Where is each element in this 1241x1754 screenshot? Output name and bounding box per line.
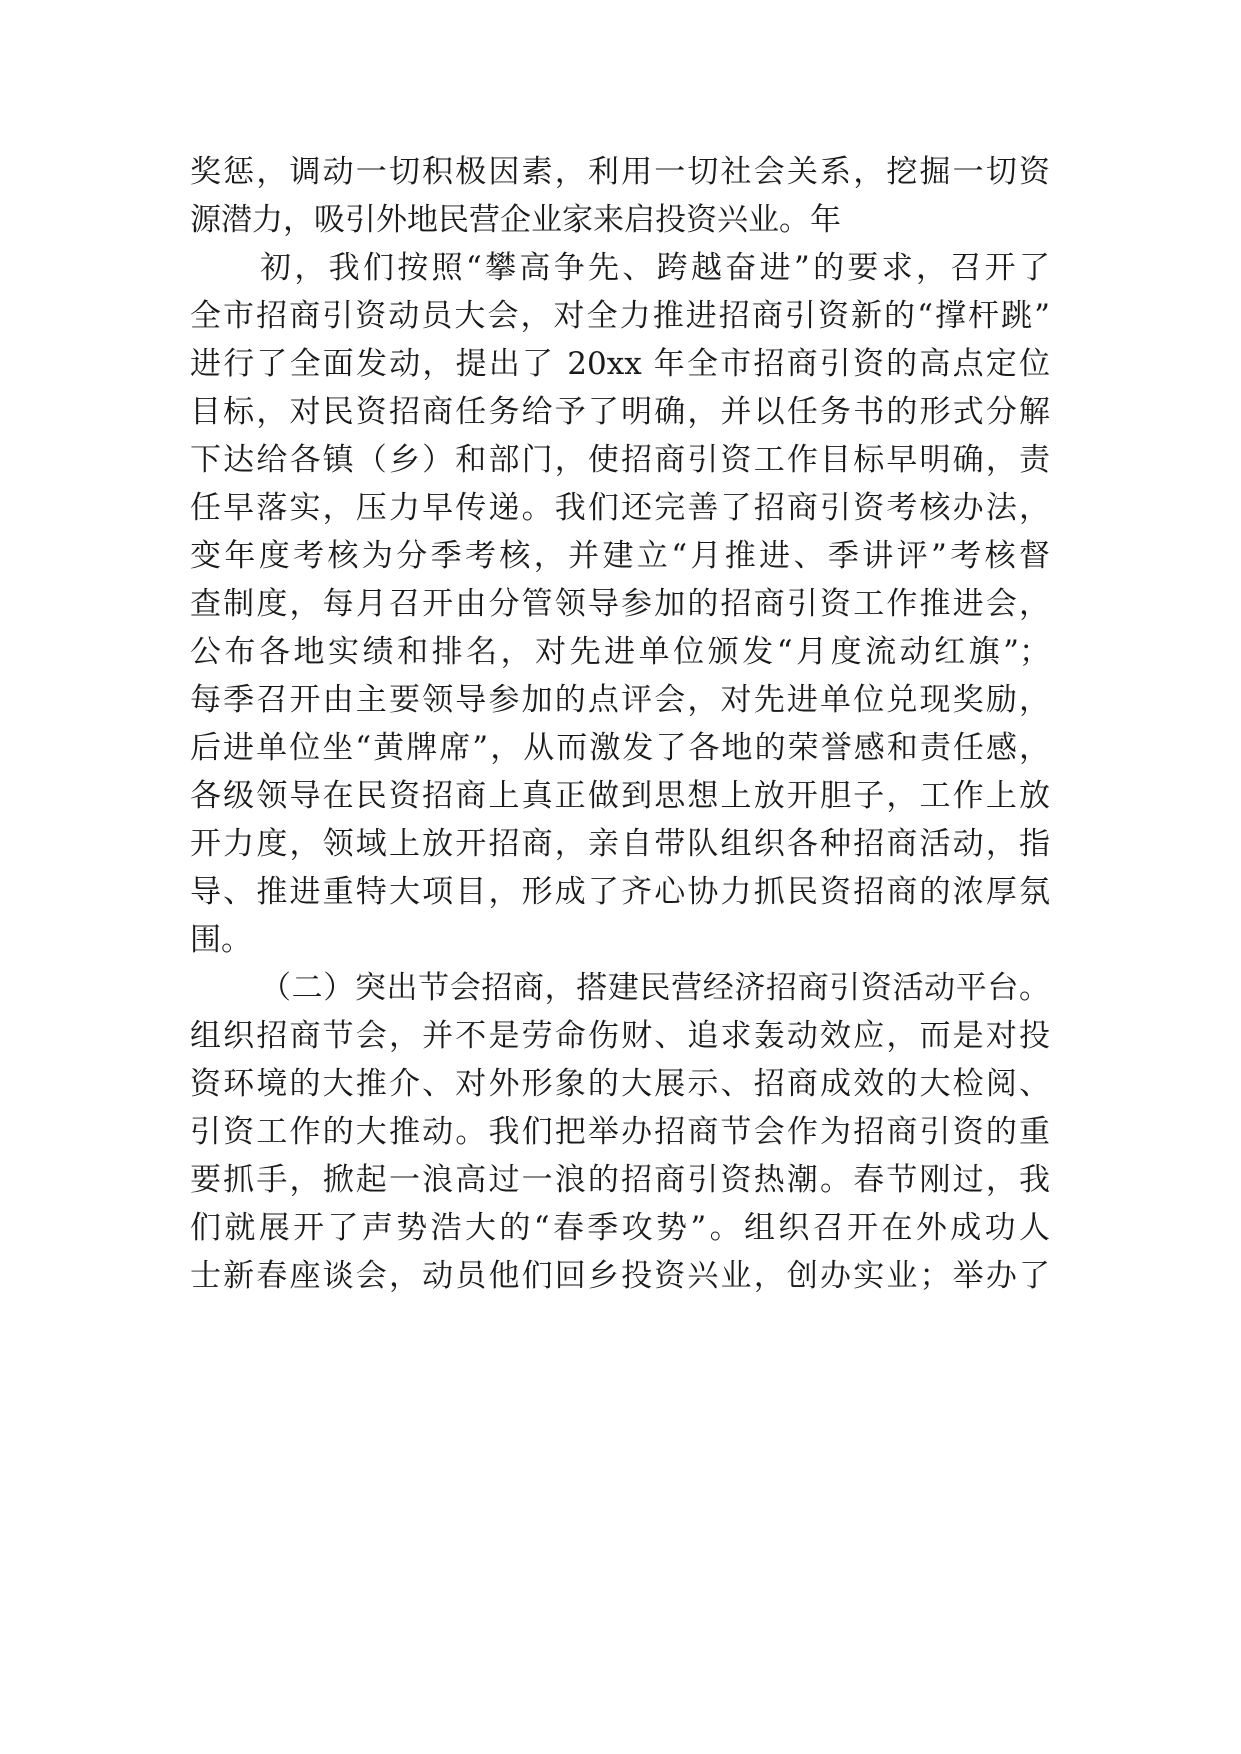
text-line: 引资工作的大推动。我们把举办招商节会作为招商引资的重 [190, 1114, 1050, 1150]
text-line: 开力度，领域上放开招商，亲自带队组织各种招商活动，指 [190, 826, 1050, 862]
text-line: 全市招商引资动员大会，对全力推进招商引资新的“撑杆跳” [190, 298, 1050, 334]
text-line: 查制度，每月召开由分管领导参加的招商引资工作推进会， [190, 586, 1050, 622]
text-line: 组织招商节会，并不是劳命伤财、追求轰动效应，而是对投 [190, 1018, 1050, 1054]
text-line: 下达给各镇（乡）和部门，使招商引资工作目标早明确，责 [190, 442, 1050, 478]
text-line: 变年度考核为分季考核，并建立“月推进、季讲评”考核督 [190, 538, 1050, 574]
text-line: 围。 [190, 922, 252, 958]
text-line: 进行了全面发动，提出了 20xx 年全市招商引资的高点定位 [190, 346, 1050, 382]
text-line: 奖惩，调动一切积极因素，利用一切社会关系，挖掘一切资 [190, 154, 1050, 190]
text-line: 士新春座谈会，动员他们回乡投资兴业，创办实业；举办了 [190, 1258, 1050, 1294]
text-line: 每季召开由主要领导参加的点评会，对先进单位兑现奖励， [190, 682, 1050, 718]
text-line: 任早落实，压力早传递。我们还完善了招商引资考核办法， [190, 490, 1050, 526]
section-heading: （二）突出节会招商，搭建民营经济招商引资活动平台。 [260, 970, 1050, 1006]
text-line: 资环境的大推介、对外形象的大展示、招商成效的大检阅、 [190, 1066, 1050, 1102]
text-line: 导、推进重特大项目，形成了齐心协力抓民资招商的浓厚氛 [190, 874, 1050, 910]
text-line: 要抓手，掀起一浪高过一浪的招商引资热潮。春节刚过，我 [190, 1162, 1050, 1198]
text-line: 后进单位坐“黄牌席”，从而激发了各地的荣誉感和责任感， [190, 730, 1050, 766]
text-line: 源潜力，吸引外地民营企业家来启投资兴业。年 [190, 202, 841, 238]
text-line: 各级领导在民资招商上真正做到思想上放开胆子，工作上放 [190, 778, 1050, 814]
text-line: 们就展开了声势浩大的“春季攻势”。组织召开在外成功人 [190, 1210, 1050, 1246]
text-line: 公布各地实绩和排名，对先进单位颁发“月度流动红旗”； [190, 634, 1050, 670]
text-line: 初，我们按照“攀高争先、跨越奋进”的要求，召开了 [260, 250, 1050, 286]
text-line: 目标，对民资招商任务给予了明确，并以任务书的形式分解 [190, 394, 1050, 430]
